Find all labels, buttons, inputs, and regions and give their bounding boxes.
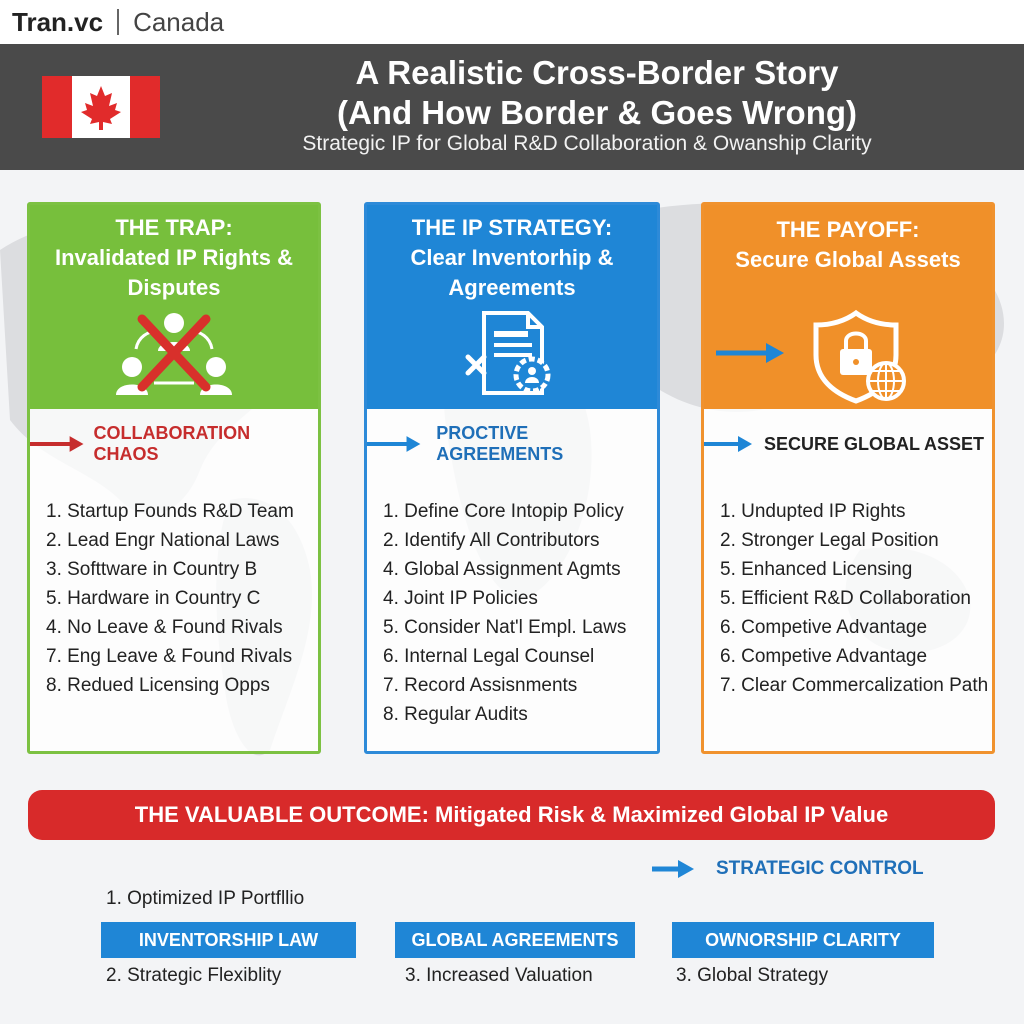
list-item: 5. Efficient R&D Collaboration: [720, 588, 971, 609]
list-item: 1. Startup Founds R&D Team: [46, 501, 294, 522]
arrow-right-icon: [652, 858, 696, 880]
list-item: 7. Clear Commercalization Path: [720, 675, 989, 696]
payoff-heading: THE PAYOFF:: [776, 217, 920, 242]
bottom-item-2: 2. Strategic Flexiblity: [106, 965, 282, 986]
list-item: 6. Competive Advantage: [720, 617, 928, 638]
global-agreements-badge: GLOBAL AGREEMENTS: [395, 922, 635, 958]
document-gear-icon: [462, 309, 562, 399]
list-item: 7. Eng Leave & Found Rivals: [46, 646, 293, 667]
trap-header: [30, 205, 318, 409]
shield-lock-globe-icon: [812, 309, 912, 405]
arrow-right-icon: [367, 434, 428, 454]
arrow-right-icon: [30, 434, 85, 454]
divider: [117, 9, 119, 35]
payoff-section-label: SECURE GLOBAL ASSET: [764, 433, 985, 454]
arrow-right-icon: [704, 434, 756, 454]
strategy-subtitle-row: [367, 423, 657, 464]
list-item: 4. Global Assignment Agmts: [383, 559, 621, 580]
subtitle: Strategic IP for Global R&D Collaboration & Owanship Clarity: [302, 132, 872, 155]
strategy-list: [383, 497, 651, 729]
country-label: Canada: [133, 6, 225, 37]
title-line-1: A Realistic Cross-Border Story: [355, 54, 839, 91]
bottom-item-3: 3. Increased Valuation: [405, 965, 593, 986]
list-item: 1. Undupted IP Rights: [720, 501, 906, 522]
list-item: 6. Competive Advantage: [720, 646, 928, 667]
list-item: 5. Enhanced Licensing: [720, 559, 913, 580]
header-banner: [0, 44, 1024, 170]
list-item: 5. Hardware in Country C: [46, 588, 261, 609]
top-bar: [0, 0, 1024, 44]
title-line-2: (And How Border & Goes Wrong): [336, 94, 858, 131]
payoff-column: [701, 202, 995, 754]
strategic-control-row: [652, 858, 924, 880]
list-item: 2. Identify All Contributors: [383, 530, 600, 551]
list-item: 3. Softtware in Country B: [46, 559, 258, 580]
payoff-list: [720, 497, 989, 700]
broken-collaboration-icon: [114, 309, 234, 399]
outcome-banner: THE VALUABLE OUTCOME: Mitigated Risk & Maximized Global IP Value: [28, 790, 995, 840]
inventorship-law-badge: INVENTORSHIP LAW: [101, 922, 356, 958]
trap-list: [46, 497, 312, 700]
list-item: 2. Lead Engr National Laws: [46, 530, 280, 551]
strategy-heading: THE IP STRATEGY:: [411, 215, 613, 240]
list-item: 8. Regular Audits: [383, 704, 528, 725]
list-item: 7. Record Assisnments: [383, 675, 578, 696]
list-item: 8. Redued Licensing Opps: [46, 675, 270, 696]
ownership-clarity-badge: OWNORSHIP CLARITY: [672, 922, 934, 958]
strategy-section-label: PROCTIVE AGREEMENTS: [436, 423, 564, 464]
list-item: 6. Internal Legal Counsel: [383, 646, 595, 667]
bottom-item-4: 3. Global Strategy: [676, 965, 829, 986]
list-item: 1. Define Core Intopip Policy: [383, 501, 624, 522]
trap-column: [27, 202, 321, 754]
canada-flag-icon: [42, 76, 160, 138]
trap-heading: THE TRAP:: [115, 215, 233, 240]
list-item: 4. Joint IP Policies: [383, 588, 538, 609]
trap-subtitle-row: [30, 423, 318, 464]
strategy-column: [364, 202, 660, 754]
bottom-item-1: 1. Optimized IP Portfllio: [106, 888, 305, 909]
payoff-header: [704, 205, 992, 409]
trap-section-label: COLLABORATION CHAOS: [93, 423, 251, 464]
payoff-subheading: Secure Global Assets: [735, 247, 961, 272]
trap-subheading: Invalidated IP Rights & Disputes: [55, 245, 293, 300]
strategic-control-label: STRATEGIC CONTROL: [716, 858, 924, 879]
brand-name: Tran.vc: [12, 6, 104, 37]
strategy-header: [367, 205, 657, 409]
list-item: 5. Consider Nat'l Empl. Laws: [383, 617, 627, 638]
strategy-subheading: Clear Inventorhip & Agreements: [410, 245, 614, 300]
payoff-subtitle-row: [704, 429, 992, 459]
arrow-right-icon: [716, 341, 786, 365]
list-item: 4. No Leave & Found Rivals: [46, 617, 283, 638]
list-item: 2. Stronger Legal Position: [720, 530, 939, 551]
